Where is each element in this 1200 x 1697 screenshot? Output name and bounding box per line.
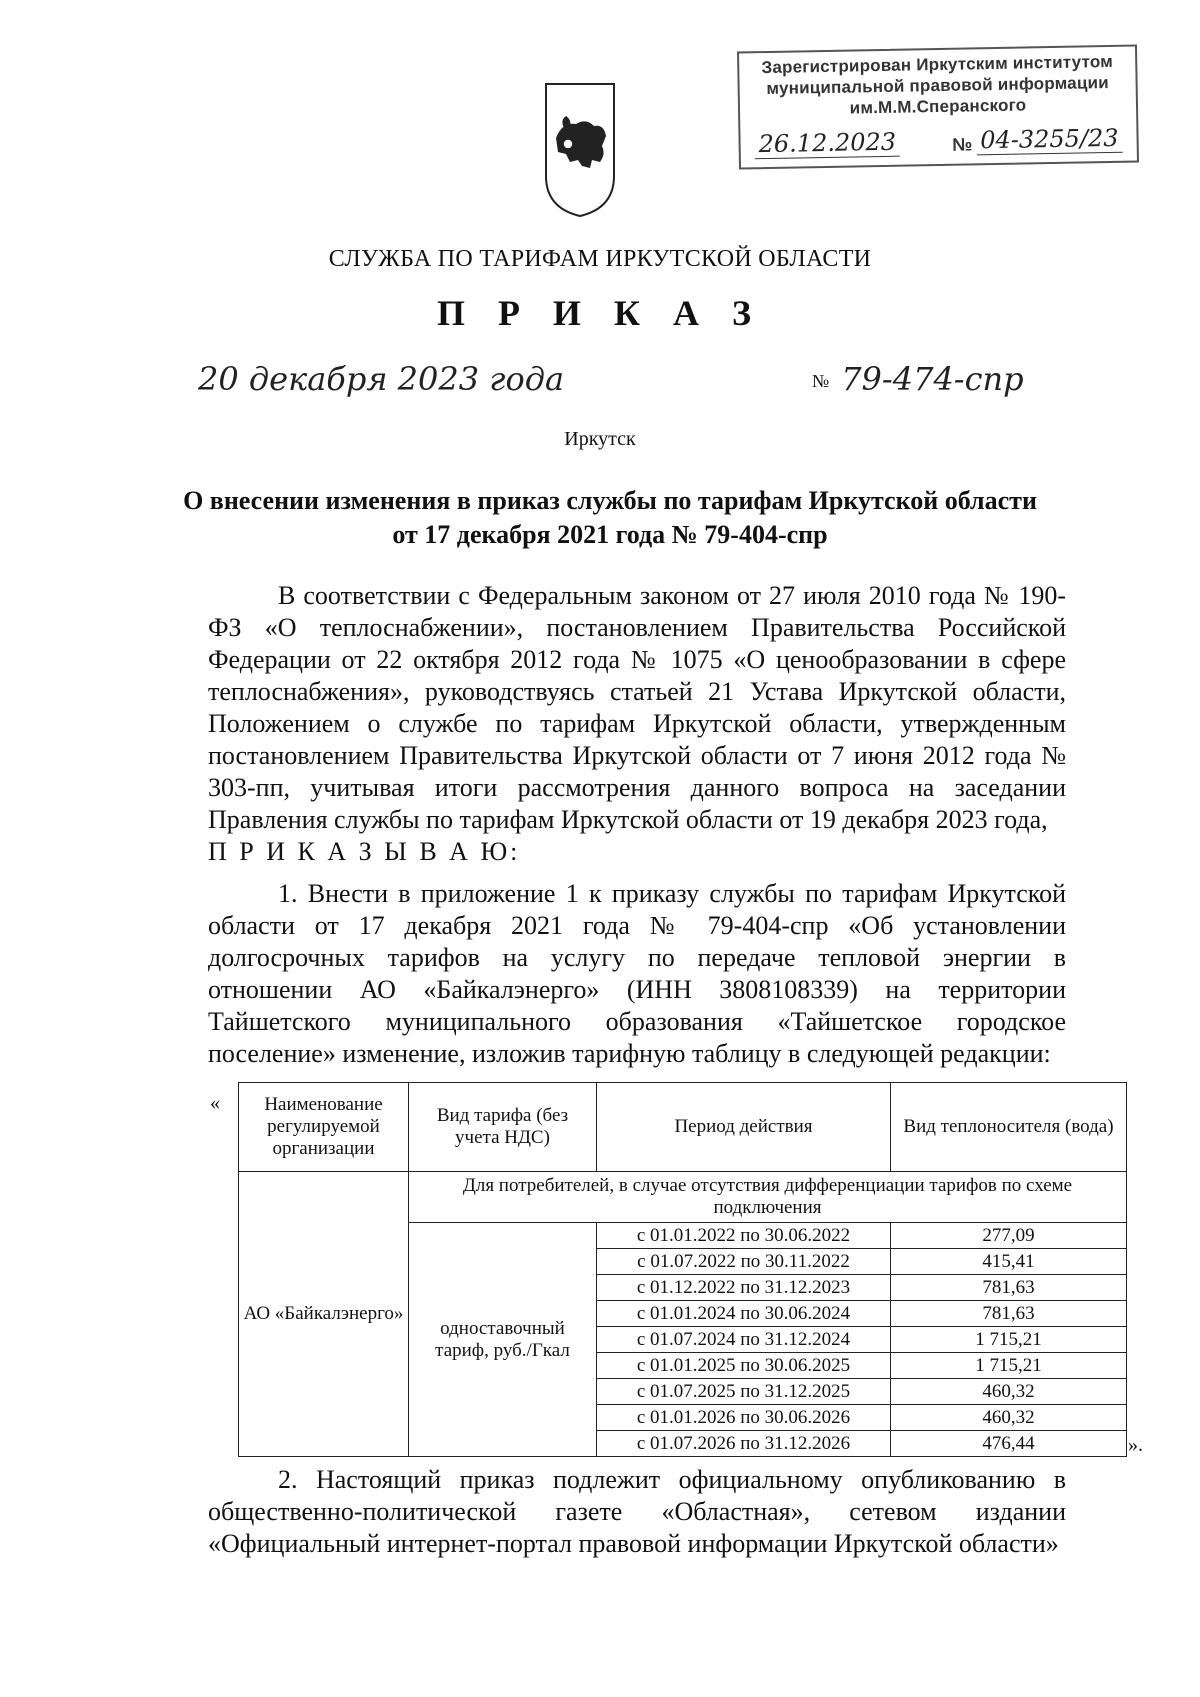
agency-name: СЛУЖБА ПО ТАРИФАМ ИРКУТСКОЙ ОБЛАСТИ	[328, 246, 872, 272]
header-org: Наименование регулируемой организации	[239, 1083, 409, 1172]
table-span-row	[239, 1172, 1127, 1223]
org-name-cell: АО «Байкалэнерго»	[239, 1172, 409, 1457]
consumer-note-cell: Для потребителей, в случае отсутствия дифференциации тарифов по схеме подключения	[409, 1172, 1127, 1223]
period-cell: с 01.01.2022 по 30.06.2022	[597, 1223, 891, 1249]
stamp-line-2: муниципальной правовой информации	[766, 73, 1109, 98]
coat-of-arms-emblem	[542, 80, 618, 220]
header-tariff-type: Вид тарифа (без учета НДС)	[409, 1083, 597, 1172]
stamp-line-3: им.М.М.Сперанского	[849, 95, 1027, 118]
document-type: П Р И К А З	[436, 293, 764, 333]
value-cell: 781,63	[891, 1275, 1127, 1301]
title-line-2: от 17 декабря 2021 года № 79-404-спр	[392, 520, 828, 549]
period-cell: с 01.01.2026 по 30.06.2026	[597, 1405, 891, 1431]
value-cell: 781,63	[891, 1301, 1127, 1327]
value-cell: 277,09	[891, 1223, 1127, 1249]
period-cell: с 01.01.2025 по 30.06.2025	[597, 1353, 891, 1379]
tariff-table	[238, 1082, 1127, 1457]
period-cell: с 01.01.2024 по 30.06.2024	[597, 1301, 891, 1327]
value-cell: 1 715,21	[891, 1353, 1127, 1379]
registration-stamp	[737, 45, 1139, 170]
value-cell: 1 715,21	[891, 1327, 1127, 1353]
value-cell: 460,32	[891, 1379, 1127, 1405]
value-cell: 415,41	[891, 1249, 1127, 1275]
period-cell: с 01.07.2024 по 31.12.2024	[597, 1327, 891, 1353]
header-period: Период действия	[597, 1083, 891, 1172]
header-carrier: Вид теплоносителя (вода)	[891, 1083, 1127, 1172]
prikazyvayu: П Р И К А З Ы В А Ю:	[208, 837, 521, 866]
period-cell: с 01.07.2026 по 31.12.2026	[597, 1431, 891, 1457]
order-number-sign: №	[812, 371, 830, 391]
intro-paragraph	[208, 580, 1066, 868]
value-cell: 460,32	[891, 1405, 1127, 1431]
period-cell: с 01.12.2022 по 31.12.2023	[597, 1275, 891, 1301]
stamp-date: 26.12.2023	[754, 128, 900, 160]
document-title	[180, 484, 1040, 552]
item-2-paragraph: 2. Настоящий приказ подлежит официальному опубликованию в общественно-политической газете «Областная», сетевом издании «Официальный интернет-портал правовой информации Иркутской области»	[208, 1465, 1066, 1558]
city: Иркутск	[564, 428, 636, 450]
quote-close: ».	[1128, 1434, 1143, 1456]
stamp-number: 04-3255/23	[976, 124, 1123, 156]
table-header-row	[239, 1083, 1127, 1172]
title-line-1: О внесении изменения в приказ службы по тарифам Иркутской области	[183, 486, 1037, 515]
intro-text: В соответствии с Федеральным законом от 27 июля 2010 года № 190-ФЗ «О теплоснабжении», постановлением Правительства Российской Федерации от 22 октября 2012 года № 1075 «О ценообразовании в сфере теплоснабжения», руководствуясь статьей 21 Устава Иркутской области, Положением о службе по тарифам Иркутской области, утвержденным постановлением Правительства Иркутской области от 7 июня 2012 года № 303-пп, учитывая итоги рассмотрения данного вопроса на заседании Правления службы по тарифам Иркутской области от 19 декабря 2023 года,	[208, 581, 1066, 834]
order-number: 79-474-спр	[841, 360, 1024, 398]
period-cell: с 01.07.2022 по 30.11.2022	[597, 1249, 891, 1275]
order-date: 20 декабря 2023 года	[198, 360, 565, 398]
order-number-block	[812, 360, 1024, 398]
period-cell: с 01.07.2025 по 31.12.2025	[597, 1379, 891, 1405]
tariff-label-cell: одноставочный тариф, руб./Гкал	[409, 1223, 597, 1457]
stamp-number-sign: №	[952, 134, 973, 155]
value-cell: 476,44	[891, 1431, 1127, 1457]
stamp-line-1: Зарегистрирован Иркутским институтом	[761, 51, 1114, 78]
quote-open: «	[210, 1092, 220, 1114]
item-1-paragraph: 1. Внести в приложение 1 к приказу службы по тарифам Иркутской области от 17 декабря 2021 года № 79-404-спр «Об установлении долгосрочных тарифов на услугу по передаче тепловой энергии в отношении АО «Байкалэнерго» (ИНН 3808108339) на территории Тайшетского муниципального образования «Тайшетское городское поселение» изменение, изложив тарифную таблицу в следующей редакции:	[208, 879, 1066, 1068]
